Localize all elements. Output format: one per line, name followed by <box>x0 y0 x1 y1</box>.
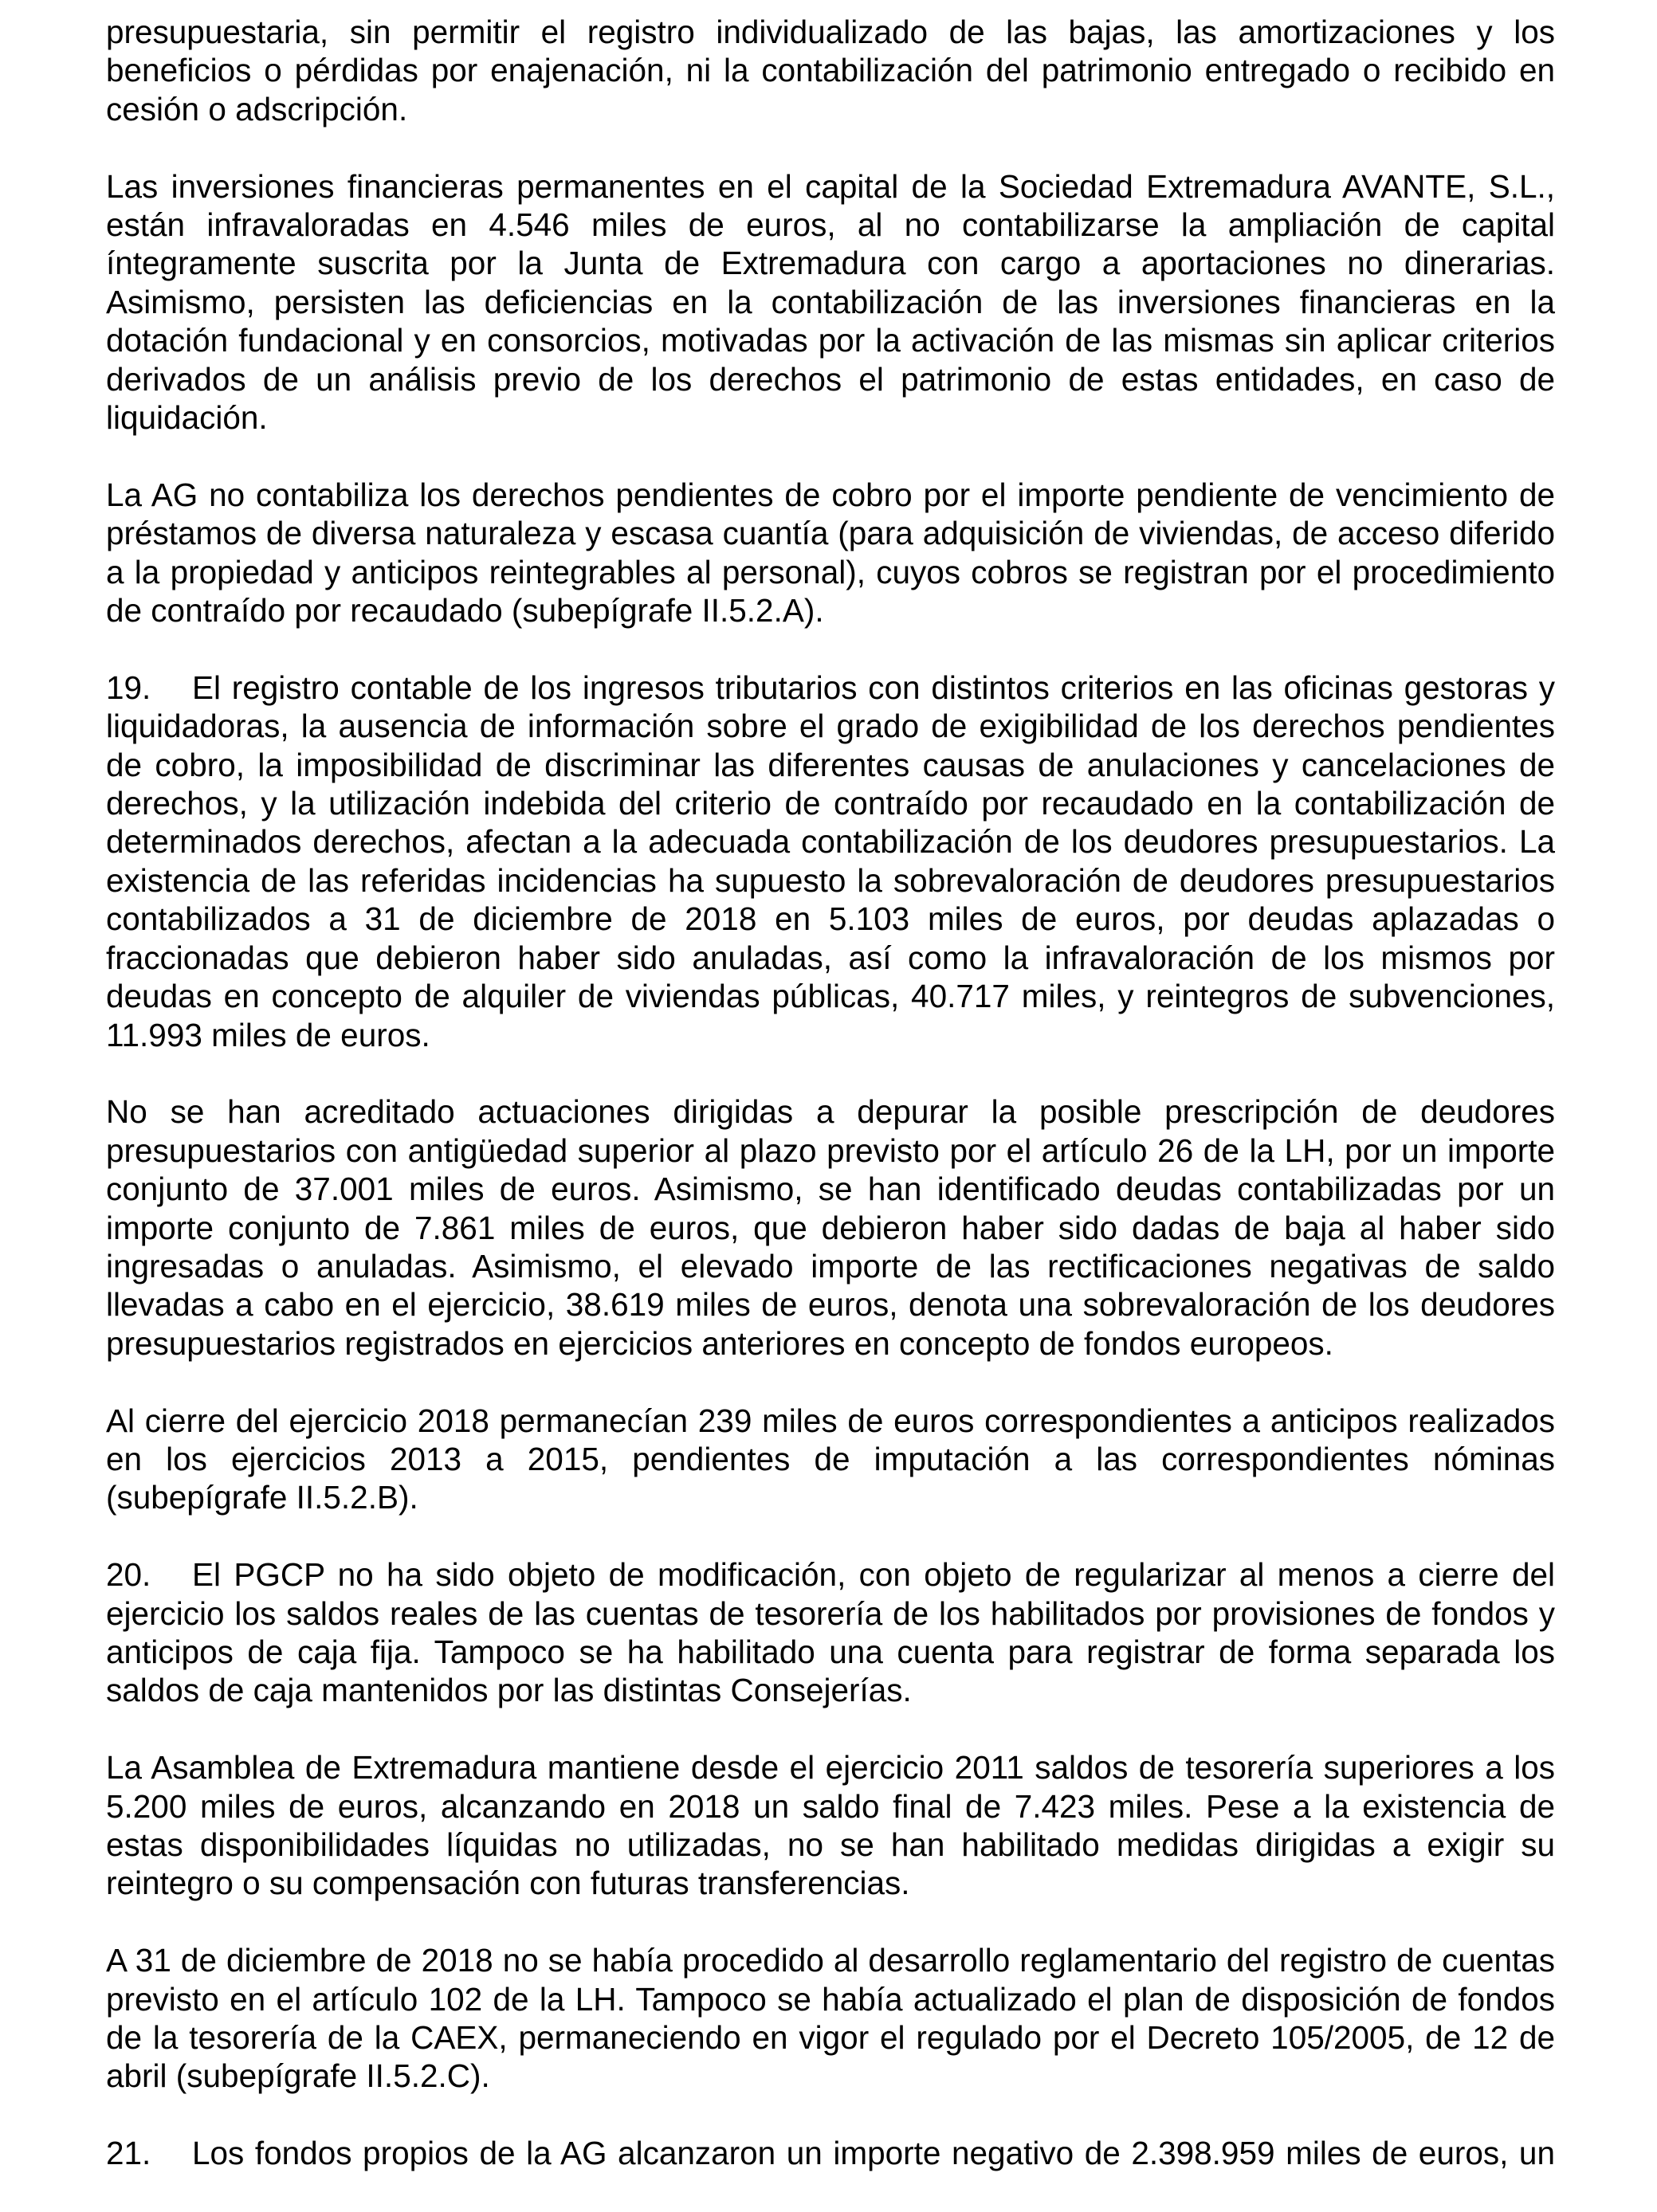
document-page <box>106 13 1555 2211</box>
paragraph <box>106 167 1555 437</box>
paragraph-text: presupuestaria, sin permitir el registro individualizado de las bajas, las amortizaciones y los beneficios o pérdidas por enajenación, ni la contabilización del patrimonio entregado o recibido en cesión o adscripción. <box>106 14 1555 127</box>
paragraph-text: No se han acreditado actuaciones dirigidas a depurar la posible prescripción de deudores presupuestarios con antigüedad superior al plazo previsto por el artículo 26 de la LH, por un importe conjunto de 37.001 miles de euros. Asimismo, se han identificado deudas contabilizadas por un importe conjunto de 7.861 miles de euros, que debieron haber sido dadas de baja al haber sido ingresadas o anuladas. Asimismo, el elevado importe de las rectificaciones negativas de saldo llevadas a cabo en el ejercicio, 38.619 miles de euros, denota una sobrevaloración de los deudores presupuestarios registrados en ejercicios anteriores en concepto de fondos europeos. <box>106 1093 1555 1362</box>
paragraph <box>106 1941 1555 2096</box>
numbered-paragraph <box>106 1555 1555 1710</box>
paragraph-text: La Asamblea de Extremadura mantiene desde el ejercicio 2011 saldos de tesorería superiores a los 5.200 miles de euros, alcanzando en 2018 un saldo final de 7.423 miles. Pese a la existencia de estas disponibilidades líquidas no utilizadas, no se han habilitado medidas dirigidas a exigir su reintegro o su compensación con futuras transferencias. <box>106 1749 1555 1902</box>
paragraph-text: Las inversiones financieras permanentes en el capital de la Sociedad Extremadura AVANTE, S.L., están infravaloradas en 4.546 miles de euros, al no contabilizarse la ampliación de capital íntegramente suscrita por la Junta de Extremadura con cargo a aportaciones no dinerarias. Asimismo, persisten las deficiencias en la contabilización de las inversiones financieras en la dotación fundacional y en consorcios, motivadas por la activación de las mismas sin aplicar criterios derivados de un análisis previo de los derechos el patrimonio de estas entidades, en caso de liquidación. <box>106 167 1555 437</box>
numbered-paragraph <box>106 669 1555 1054</box>
paragraph-text: A 31 de diciembre de 2018 no se había procedido al desarrollo reglamentario del registro de cuentas previsto en el artículo 102 de la LH. Tampoco se había actualizado el plan de disposición de fondos de la tesorería de la CAEX, permaneciendo en vigor el regulado por el Decreto 105/2005, de 12 de abril (subepígrafe II.5.2.C). <box>106 1942 1555 2095</box>
paragraph <box>106 1092 1555 1363</box>
paragraph-text: La AG no contabiliza los derechos pendientes de cobro por el importe pendiente de vencimiento de préstamos de diversa naturaleza y escasa cuantía (para adquisición de viviendas, de acceso diferido a la propiedad y anticipos reintegrables al personal), cuyos cobros se registran por el procedimiento de contraído por recaudado (subepígrafe II.5.2.A). <box>106 476 1555 629</box>
paragraph-text: Los fondos propios de la AG alcanzaron un importe negativo de 2.398.959 miles de euros, un <box>192 2135 1555 2172</box>
paragraph <box>106 1748 1555 1903</box>
paragraph-text: Al cierre del ejercicio 2018 permanecían 239 miles de euros correspondientes a anticipos realizados en los ejercicios 2013 a 2015, pendientes de imputación a las correspondientes nóminas (subepígrafe II.5.2.B). <box>106 1402 1555 1516</box>
paragraph <box>106 13 1555 128</box>
paragraph-number: 21. <box>106 2135 151 2172</box>
numbered-paragraph <box>106 2134 1555 2172</box>
paragraph-number: 20. <box>106 1556 151 1594</box>
paragraph <box>106 1402 1555 1517</box>
paragraph-text: El PGCP no ha sido objeto de modificación, con objeto de regularizar al menos a cierre del ejercicio los saldos reales de las cuentas de tesorería de los habilitados por provisiones de fondos y anticipos de caja fija. Tampoco se ha habilitado una cuenta para registrar de forma separada los saldos de caja mantenidos por las distintas Consejerías. <box>106 1556 1555 1709</box>
paragraph-text: El registro contable de los ingresos tributarios con distintos criterios en las oficinas gestoras y liquidadoras, la ausencia de información sobre el grado de exigibilidad de los derechos pendientes de cobro, la imposibilidad de discriminar las diferentes causas de anulaciones y cancelaciones de derechos, y la utilización indebida del criterio de contraído por recaudado en la contabilización de determinados derechos, afectan a la adecuada contabilización de los deudores presupuestarios. La existencia de las referidas incidencias ha supuesto la sobrevaloración de deudores presupuestarios contabilizados a 31 de diciembre de 2018 en 5.103 miles de euros, por deudas aplazadas o fraccionadas que debieron haber sido anuladas, así como la infravaloración de los mismos por deudas en concepto de alquiler de viviendas públicas, 40.717 miles, y reintegros de subvenciones, 11.993 miles de euros. <box>106 669 1555 1053</box>
paragraph-number: 19. <box>106 669 151 706</box>
paragraph <box>106 476 1555 630</box>
